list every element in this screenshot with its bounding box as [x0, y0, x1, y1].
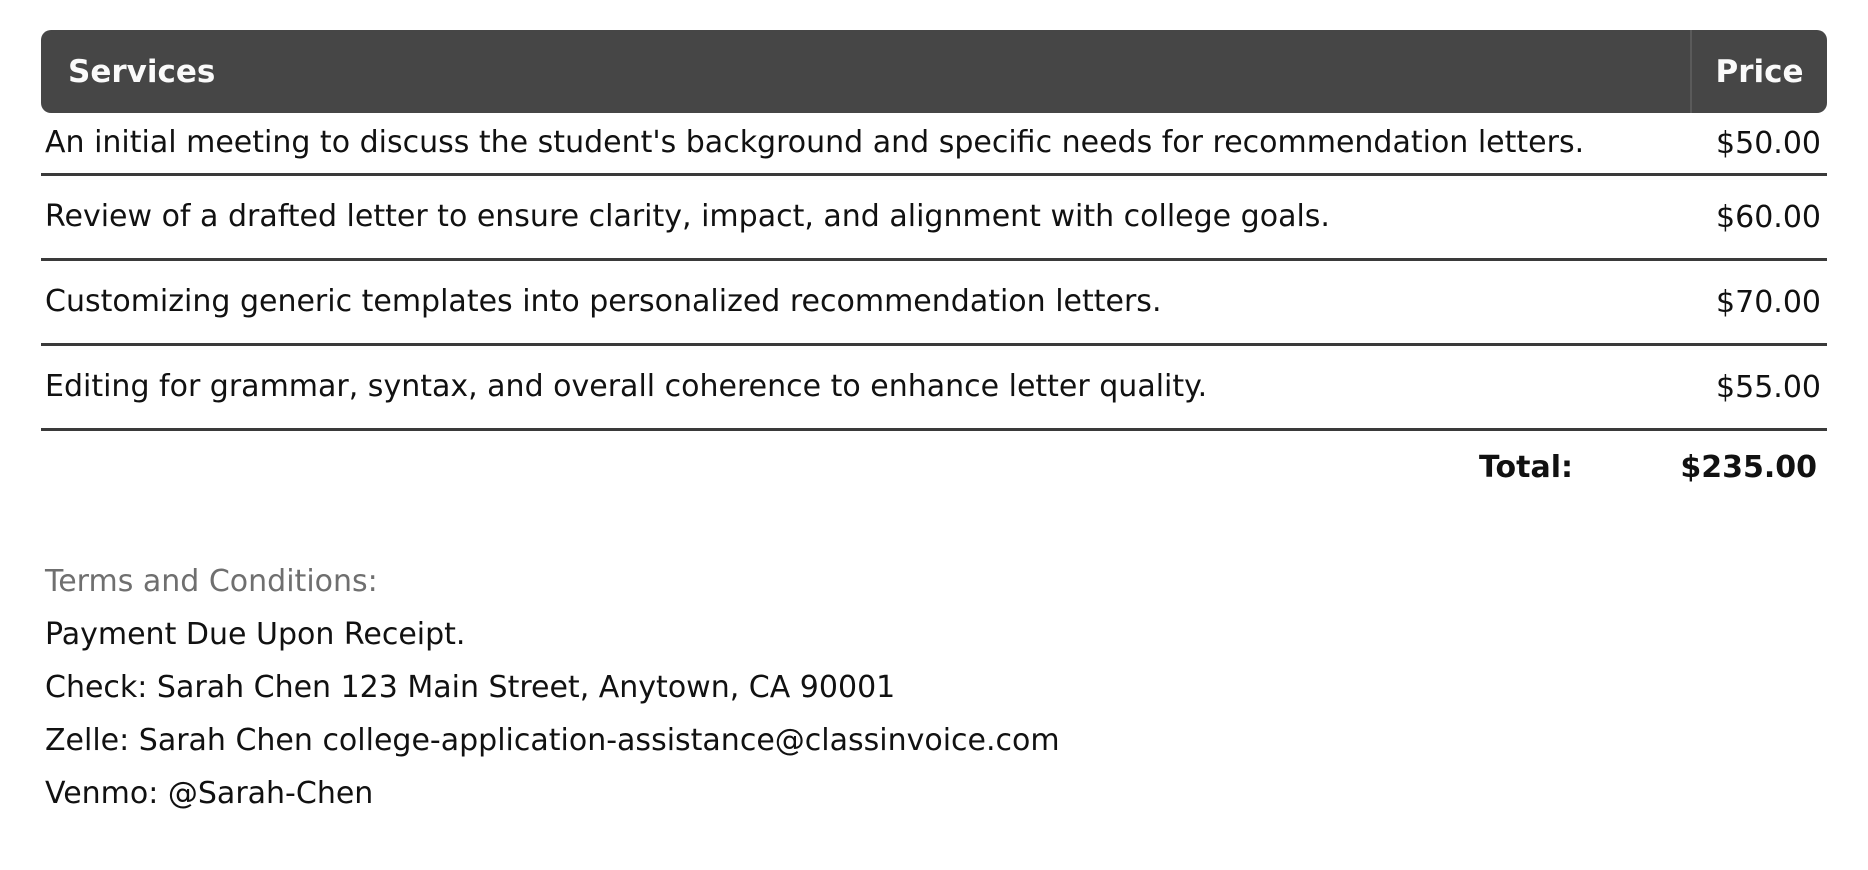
table-row — [41, 176, 1827, 261]
service-price: $55.00 — [1716, 369, 1821, 405]
terms-line-venmo: Venmo: @Sarah-Chen — [45, 776, 374, 811]
services-column-header: Services — [68, 53, 216, 90]
table-row — [41, 346, 1827, 431]
service-price: $70.00 — [1716, 284, 1821, 320]
terms-line-zelle: Zelle: Sarah Chen college-application-assistance@classinvoice.com — [45, 723, 1060, 758]
service-description: An initial meeting to discuss the student's background and specific needs for recommendation letters. — [45, 125, 1585, 160]
total-label: Total: — [1479, 450, 1573, 485]
table-row — [41, 113, 1827, 176]
total-value: $235.00 — [1680, 450, 1817, 485]
terms-line-check: Check: Sarah Chen 123 Main Street, Anytown, CA 90001 — [45, 670, 896, 705]
service-description: Editing for grammar, syntax, and overall coherence to enhance letter quality. — [45, 369, 1208, 404]
service-description: Customizing generic templates into personalized recommendation letters. — [45, 284, 1162, 319]
service-price: $50.00 — [1716, 125, 1821, 161]
service-price: $60.00 — [1716, 199, 1821, 235]
table-header-row — [41, 30, 1827, 113]
price-column-header: Price — [1690, 30, 1827, 113]
terms-section — [41, 560, 1827, 816]
total-row — [41, 431, 1827, 505]
table-row — [41, 261, 1827, 346]
service-description: Review of a drafted letter to ensure clarity, impact, and alignment with college goals. — [45, 199, 1330, 234]
terms-heading: Terms and Conditions: — [45, 564, 378, 599]
terms-line-payment: Payment Due Upon Receipt. — [45, 617, 466, 652]
